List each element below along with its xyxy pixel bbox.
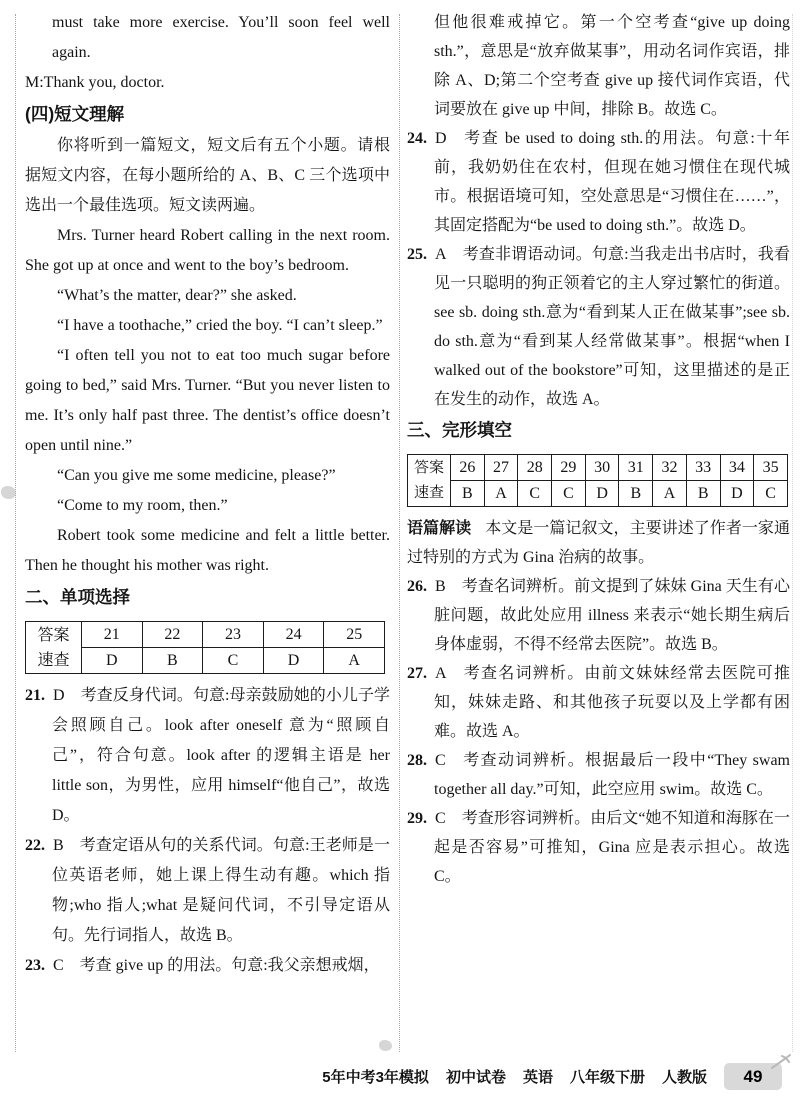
question-number-cell: 25: [324, 622, 385, 648]
footer-subject: 英语: [522, 1069, 553, 1086]
analysis-label: 语篇解读: [407, 520, 472, 537]
question-number-cell: 27: [484, 455, 518, 481]
answer-cell: C: [754, 481, 788, 507]
answer-cell: D: [263, 648, 324, 674]
paragraph: “Can you give me some medicine, please?”: [57, 467, 336, 484]
answer-cell: C: [518, 481, 552, 507]
answer-cell: B: [142, 648, 203, 674]
question-number-cell: 30: [585, 455, 619, 481]
answer-quick-check-table: [407, 454, 788, 507]
question-number-cell: 32: [653, 455, 687, 481]
paragraph: 你将听到一篇短文，短文后有五个小题。请根据短文内容，在每小题所给的 A、B、C 三个选项中选出一个最佳选项。短文读两遍。: [25, 137, 390, 214]
explanation-item: 23. C 考查 give up 的用法。句意:我父亲想戒烟，: [25, 957, 380, 974]
item-number: 27.: [407, 665, 427, 682]
question-number-cell: 22: [142, 622, 203, 648]
item-number: 26.: [407, 578, 427, 595]
answer-cell: A: [653, 481, 687, 507]
question-number-cell: 28: [518, 455, 552, 481]
page-number-badge: [724, 1063, 782, 1090]
item-number: 29.: [407, 810, 427, 827]
item-answer: C: [45, 957, 80, 974]
column-divider: [399, 14, 400, 1052]
page-footer: [322, 1063, 782, 1090]
item-answer: D: [45, 687, 81, 704]
answer-cell: C: [552, 481, 586, 507]
paragraph: must take more exercise. You’ll soon feel well again.: [52, 14, 390, 61]
answer-cell: D: [720, 481, 754, 507]
question-number-cell: 21: [82, 622, 143, 648]
section-heading: 三、完形填空: [407, 420, 512, 440]
print-smudge-icon: [379, 1040, 392, 1051]
section-heading: (四)短文理解: [25, 104, 125, 124]
explanation-item: 28. C 考查动词辨析。根据最后一段中“They swam together all day.”可知，此空应用 swim。故选 C。: [407, 752, 790, 798]
paragraph: 但他很难戒掉它。第一个空考查“give up doing sth.”，意思是“放弃做某事”，用动名词作宾语，排除 A、D;第二个空考查 give up 接代词作宾语，代词要放在 give up 中间，排除 B。故选 C。: [434, 14, 790, 118]
item-answer: A: [427, 246, 463, 263]
column-border-right: [792, 14, 793, 1052]
paragraph: “I have a toothache,” cried the boy. “I can’t sleep.”: [57, 317, 383, 334]
table-row-numbers: [408, 455, 788, 481]
page-number: 49: [743, 1067, 763, 1086]
explanation-item: 22. B 考查定语从句的关系代词。句意:王老师是一位英语老师，她上课上得生动有趣。which 指物;who 指人;what 是疑问代词，不引导定语从句。先行词指人，故选 B。: [25, 837, 390, 944]
answer-cell: D: [585, 481, 619, 507]
paragraph: “What’s the matter, dear?” she asked.: [57, 287, 297, 304]
footer-paper-type: 初中试卷: [445, 1069, 506, 1086]
explanation-item: 24. D 考查 be used to doing sth.的用法。句意:十年前，我奶奶住在农村，但现在她习惯住在现代城市。根据语境可知，空处意思是“习惯住在……”，其固定搭配为“be used to doing sth.”。故选 D。: [407, 130, 790, 234]
item-answer: C: [427, 810, 462, 827]
section-heading: 二、单项选择: [25, 587, 130, 607]
item-number: 28.: [407, 752, 427, 769]
answer-cell: B: [451, 481, 485, 507]
item-number: 22.: [25, 837, 45, 854]
question-number-cell: 35: [754, 455, 788, 481]
paragraph: Mrs. Turner heard Robert calling in the next room. She got up at once and went to the boy’s bedroom.: [25, 227, 390, 274]
explanation-item: 29. C 考查形容词辨析。由后文“她不知道和海豚在一起是否容易”可推知，Gina 应是表示担心。故选 C。: [407, 810, 790, 885]
item-answer: C: [427, 752, 462, 769]
question-number-cell: 29: [552, 455, 586, 481]
paragraph: “Come to my room, then.”: [57, 497, 228, 514]
question-number-cell: 26: [451, 455, 485, 481]
paragraph: M:Thank you, doctor.: [25, 74, 165, 91]
answer-cell: D: [82, 648, 143, 674]
question-number-cell: 31: [619, 455, 653, 481]
table-row-numbers: [26, 622, 385, 648]
item-number: 21.: [25, 687, 45, 704]
footer-series: 5年中考3年模拟: [322, 1069, 429, 1086]
paragraph: “I often tell you not to eat too much sugar before going to bed,” said Mrs. Turner. “But you never listen to me. It’s only half past three. The dentist’s office doesn’t open until nine.”: [25, 347, 390, 454]
answer-cell: B: [686, 481, 720, 507]
answer-cell: A: [324, 648, 385, 674]
item-answer: A: [427, 665, 463, 682]
question-number-cell: 33: [686, 455, 720, 481]
footer-volume: 八年级下册: [569, 1069, 645, 1086]
item-number: 23.: [25, 957, 45, 974]
footer-edition: 人教版: [661, 1069, 707, 1086]
table-header-cell: 答案 速查: [408, 455, 451, 507]
answer-quick-check-table: [25, 621, 385, 674]
item-answer: D: [427, 130, 463, 147]
leaf-decoration-icon: [770, 1054, 792, 1070]
answer-cell: B: [619, 481, 653, 507]
column-border-left: [15, 14, 16, 1052]
explanation-item: 26. B 考查名词辨析。前文提到了妹妹 Gina 天生有心脏问题，故此处应用 illness 来表示“她长期生病后身体虚弱，不得不经常去医院”。故选 B。: [407, 578, 790, 653]
paragraph: Robert took some medicine and felt a little better. Then he thought his mother was right.: [25, 527, 390, 574]
answer-cell: A: [484, 481, 518, 507]
table-header-cell: 答案 速查: [26, 622, 82, 674]
item-answer: B: [427, 578, 462, 595]
explanation-item: 21. D 考查反身代词。句意:母亲鼓励她的小儿子学会照顾自己。look after oneself 意为“照顾自己”，符合句意。look after 的逻辑主语是 her little son，为男性，应用 himself“他自己”，故选 D。: [25, 687, 390, 824]
table-row-answers: [408, 481, 788, 507]
explanation-item: 27. A 考查名词辨析。由前文妹妹经常去医院可推知，妹妹走路、和其他孩子玩耍以及上学都有困难。故选 A。: [407, 665, 790, 740]
item-number: 25.: [407, 246, 427, 263]
question-number-cell: 34: [720, 455, 754, 481]
explanation-item: 25. A 考查非谓语动词。句意:当我走出书店时，我看见一只聪明的狗正领着它的主人穿过繁忙的街道。see sb. doing sth.意为“看到某人正在做某事”;see sb. do sth.意为“看到某人经常做某事”。根据“when I walked out of the bookstore”可知，这里描述的是正在发生的动作，故选 A。: [407, 246, 790, 408]
question-number-cell: 24: [263, 622, 324, 648]
item-answer: B: [45, 837, 80, 854]
item-number: 24.: [407, 130, 427, 147]
left-column: [25, 8, 390, 981]
question-number-cell: 23: [203, 622, 264, 648]
print-smudge-icon: [1, 486, 16, 499]
answer-cell: C: [203, 648, 264, 674]
passage-analysis: 语篇解读 本文是一篇记叙文，主要讲述了作者一家通过特别的方式为 Gina 治病的故事。: [407, 520, 790, 566]
right-column: [407, 8, 790, 891]
